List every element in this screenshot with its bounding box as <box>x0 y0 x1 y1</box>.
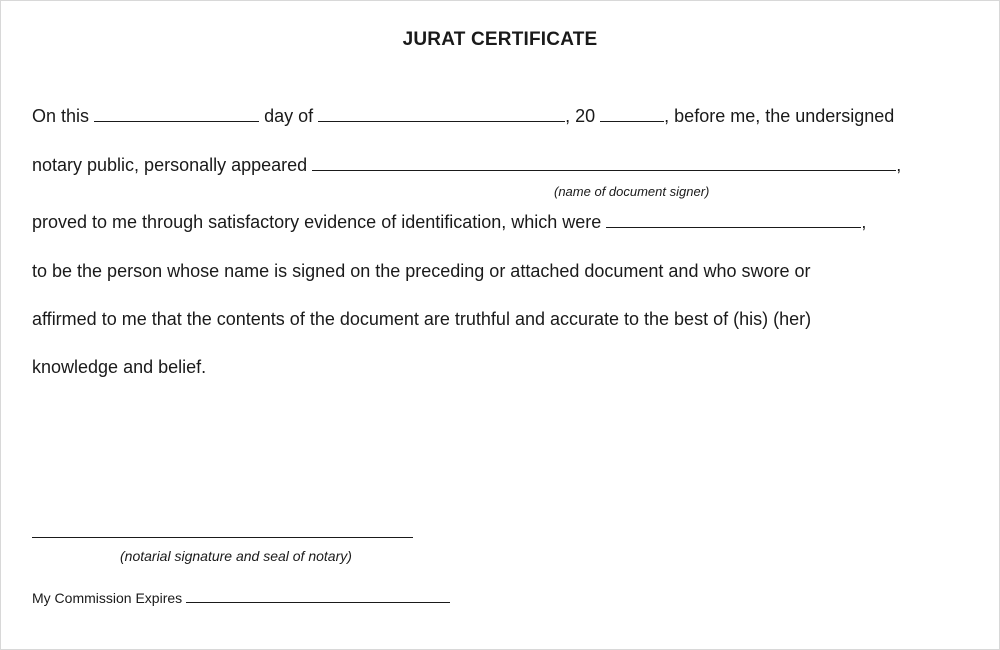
date-line <box>32 105 894 127</box>
year-prefix-text: , 20 <box>565 106 596 126</box>
personally-appeared-line <box>32 154 901 176</box>
personally-appeared-text: notary public, personally appeared <box>32 155 308 175</box>
body-line-6: knowledge and belief. <box>32 357 207 377</box>
commission-label: My Commission Expires <box>32 590 183 606</box>
month-blank[interactable] <box>318 106 565 122</box>
notary-caption: (notarial signature and seal of notary) <box>120 548 352 564</box>
year-blank[interactable] <box>600 106 664 122</box>
identification-text: proved to me through satisfactory evidence of identification, which were <box>32 212 602 232</box>
document-title: JURAT CERTIFICATE <box>402 29 598 50</box>
line3-comma: , <box>861 212 867 232</box>
identification-line <box>32 211 866 233</box>
commission-expires-row <box>32 590 450 606</box>
on-this-text: On this <box>32 106 90 126</box>
day-of-text: day of <box>264 106 314 126</box>
before-me-text: , before me, the undersigned <box>664 106 895 126</box>
day-blank[interactable] <box>94 106 259 122</box>
body-line-4: to be the person whose name is signed on the preceding or attached document and who swore or <box>32 261 811 281</box>
signer-name-blank[interactable] <box>312 155 896 171</box>
signer-caption: (name of document signer) <box>554 184 710 199</box>
identification-blank[interactable] <box>606 212 861 228</box>
commission-expires-blank[interactable] <box>186 590 450 603</box>
line2-comma: , <box>896 155 902 175</box>
notary-signature-line[interactable] <box>32 537 413 538</box>
body-line-5: affirmed to me that the contents of the document are truthful and accurate to the best of (his) (her) <box>32 309 812 329</box>
